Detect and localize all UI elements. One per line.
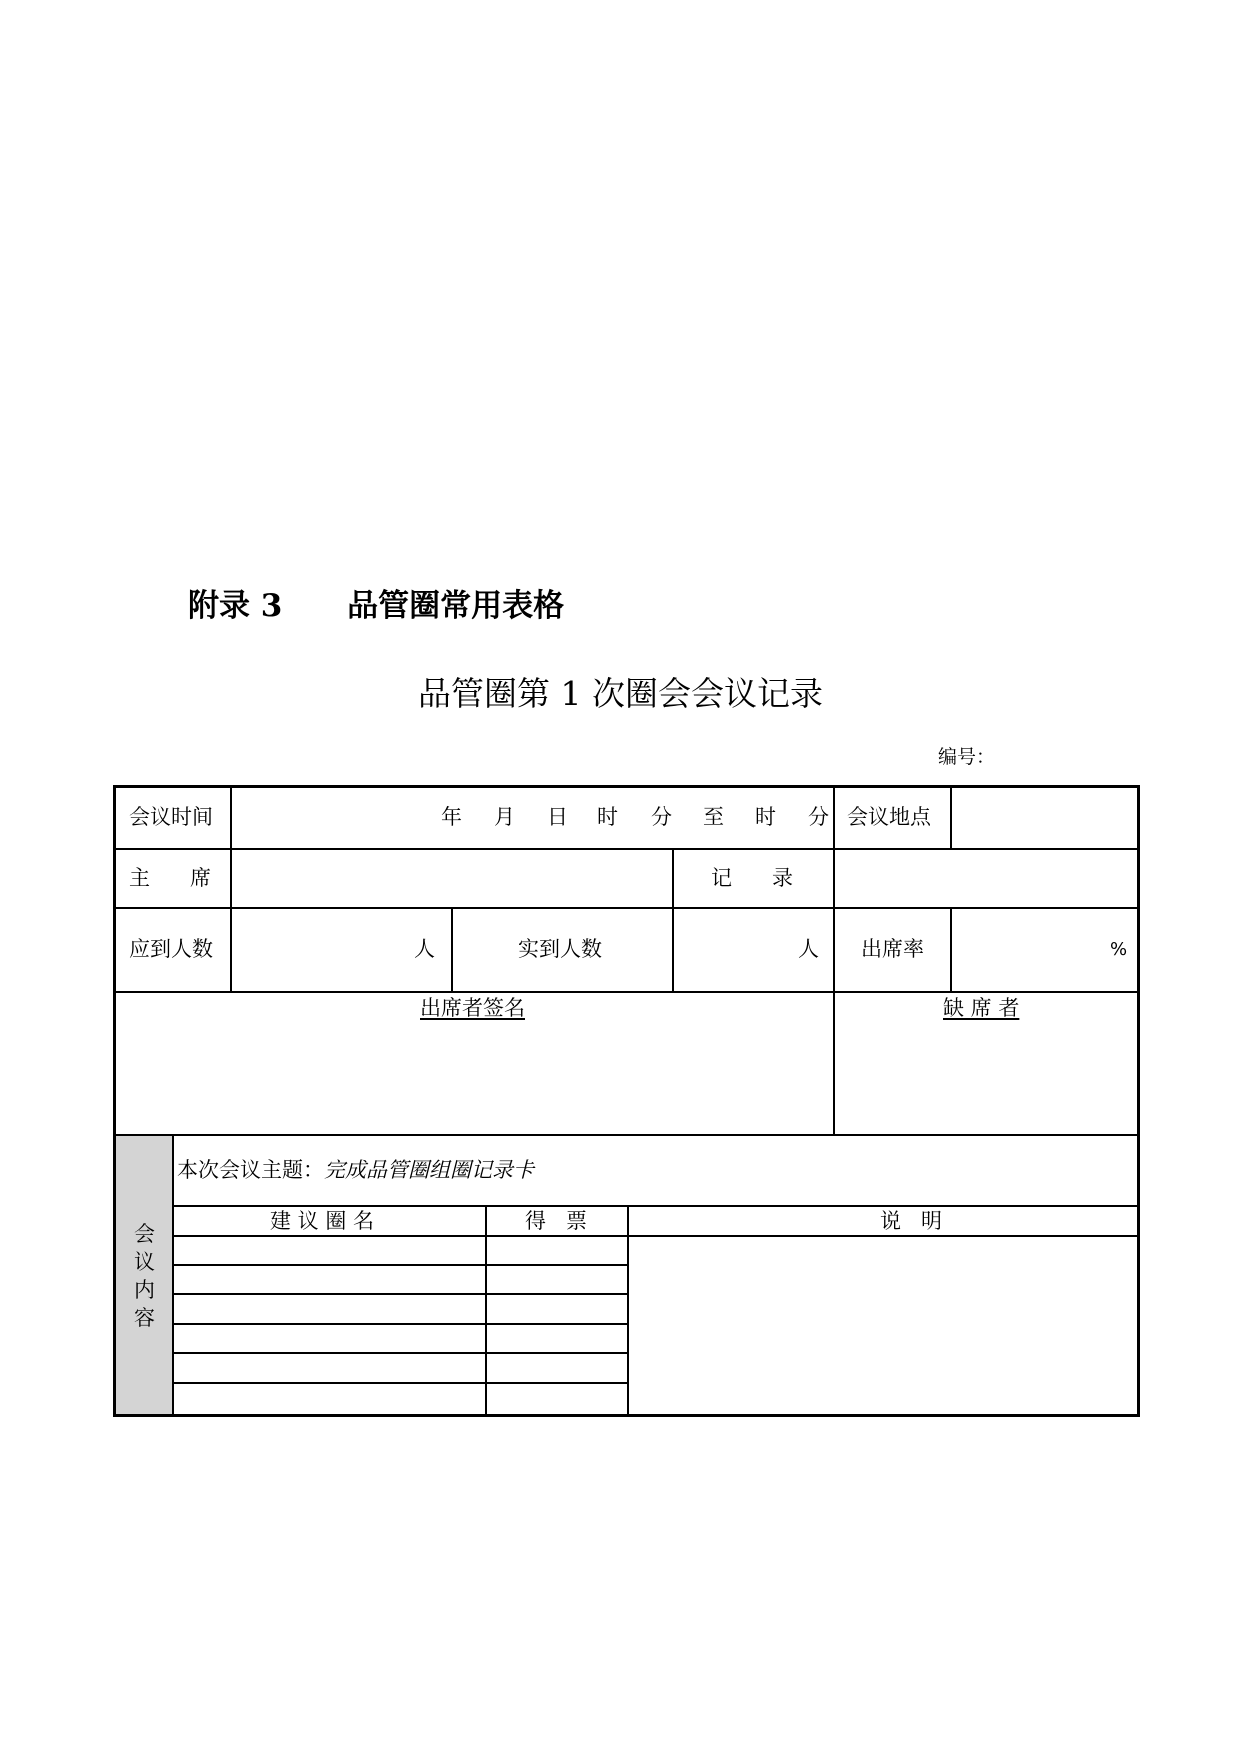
row-divider bbox=[173, 1382, 627, 1384]
meeting-content-char: 内 bbox=[134, 1278, 155, 1302]
col-divider bbox=[833, 786, 835, 849]
absentee-label: 缺 席 者 bbox=[943, 995, 1020, 1020]
time-unit-day: 日 bbox=[547, 804, 568, 829]
document-number-label: 编号： bbox=[938, 746, 996, 768]
circle-name-header: 建 议 圈 名 bbox=[270, 1208, 375, 1233]
meeting-topic-label: 本次会议主题： bbox=[177, 1158, 324, 1182]
attendee-signature-area[interactable] bbox=[116, 1024, 832, 1132]
attendee-signature-label: 出席者签名 bbox=[420, 995, 525, 1020]
note-area[interactable] bbox=[629, 1237, 1138, 1413]
time-unit-to: 至 bbox=[703, 804, 724, 829]
meeting-place-field[interactable] bbox=[952, 788, 1138, 848]
meeting-content-label bbox=[116, 1220, 173, 1332]
time-unit-minute: 分 bbox=[651, 804, 672, 829]
recorder-label: 记 录 bbox=[711, 865, 794, 890]
row-divider bbox=[114, 907, 1140, 909]
attendance-rate-label: 出席率 bbox=[861, 937, 924, 961]
votes-header: 得 票 bbox=[525, 1208, 588, 1233]
chair-field[interactable] bbox=[232, 850, 672, 907]
row-divider bbox=[173, 1323, 627, 1325]
time-unit-hour-end: 时 bbox=[755, 804, 776, 829]
col-divider bbox=[672, 848, 674, 992]
row-divider bbox=[173, 1264, 627, 1266]
meeting-time-label: 会议时间 bbox=[129, 804, 213, 829]
attendance-rate-unit: % bbox=[1110, 938, 1128, 960]
row-divider bbox=[173, 1293, 627, 1295]
col-divider bbox=[485, 1205, 487, 1415]
actual-attendees-unit: 人 bbox=[798, 937, 819, 961]
recorder-field[interactable] bbox=[835, 850, 1138, 907]
expected-attendees-label: 应到人数 bbox=[129, 937, 213, 961]
meeting-time-field[interactable] bbox=[232, 788, 432, 848]
meeting-content-char: 会 bbox=[134, 1222, 155, 1246]
note-header: 说 明 bbox=[880, 1208, 943, 1233]
expected-attendees-unit: 人 bbox=[414, 937, 435, 961]
meeting-topic-row bbox=[177, 1136, 534, 1205]
time-unit-minute-end: 分 bbox=[808, 804, 829, 829]
chair-label: 主 席 bbox=[129, 865, 212, 890]
col-divider bbox=[451, 907, 453, 992]
time-unit-year: 年 bbox=[441, 804, 462, 829]
row-divider bbox=[114, 991, 1140, 993]
meeting-content-char: 容 bbox=[134, 1306, 155, 1330]
meeting-topic-value: 完成品管圈组圈记录卡 bbox=[324, 1158, 534, 1182]
actual-attendees-label: 实到人数 bbox=[518, 937, 602, 961]
time-unit-month: 月 bbox=[494, 804, 515, 829]
row-divider bbox=[173, 1352, 627, 1354]
meeting-content-char: 议 bbox=[134, 1250, 155, 1274]
col-divider bbox=[950, 907, 952, 992]
meeting-place-label: 会议地点 bbox=[847, 804, 931, 829]
appendix-title: 附录 3 品管圈常用表格 bbox=[188, 588, 565, 624]
time-unit-hour: 时 bbox=[597, 804, 618, 829]
document-title: 品管圈第 1 次圈会会议记录 bbox=[418, 674, 823, 713]
absentee-area[interactable] bbox=[836, 1024, 1138, 1132]
